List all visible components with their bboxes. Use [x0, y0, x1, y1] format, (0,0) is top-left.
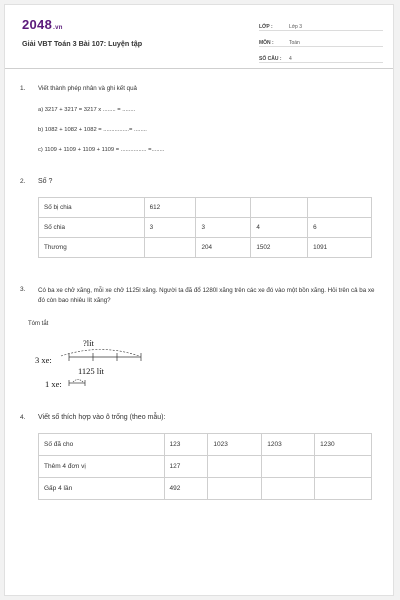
table-cell: Số chia [39, 218, 145, 238]
table-cell: 1091 [308, 238, 372, 258]
header-divider [5, 68, 393, 69]
table-cell[interactable] [308, 198, 372, 218]
table-cell[interactable] [251, 198, 308, 218]
table-row [39, 478, 372, 500]
bar-diagram [35, 337, 155, 389]
table-cell: 1502 [251, 238, 308, 258]
table-cell: 123 [164, 434, 208, 456]
question-text: Có ba xe chở xăng, mỗi xe chở 1125l xăng. Người ta đã đổ 1280l xăng trên các xe đó vào một bồn xăng. Hỏi trên cả ba xe đó còn bao nhiêu lít xăng? [38, 287, 375, 304]
meta-value: Toán [289, 40, 300, 46]
diagram-small-brace [73, 380, 83, 383]
question-text: Viết số thích hợp vào ô trống (theo mẫu): [38, 414, 166, 421]
table-cell: 492 [164, 478, 208, 500]
meta-label: SỐ CÂU : [259, 56, 282, 62]
table-cell[interactable] [208, 478, 262, 500]
question-text: Viết thành phép nhân và ghi kết quả [38, 85, 137, 92]
meta-info [259, 19, 383, 67]
table-cell[interactable] [196, 198, 251, 218]
question-number: 2. [20, 178, 26, 185]
question-number: 4. [20, 414, 26, 421]
table-cell[interactable] [262, 456, 315, 478]
table-row [39, 238, 372, 258]
page-title: Giải VBT Toán 3 Bài 107: Luyện tập [22, 39, 143, 48]
table-cell: 1203 [262, 434, 315, 456]
meta-row-class [259, 19, 383, 31]
table-cell: Thêm 4 đơn vị [39, 456, 165, 478]
table-cell: 127 [164, 456, 208, 478]
exercise-line-c: c) 1109 + 1109 + 1109 + 1109 = ................ =........ [38, 147, 165, 153]
table-row [39, 198, 372, 218]
site-logo[interactable] [22, 17, 63, 32]
diagram-amount-label: 1125 lít [78, 366, 104, 376]
table-cell[interactable] [208, 456, 262, 478]
table-cell: Gấp 4 lần [39, 478, 165, 500]
table-cell: Thương [39, 238, 145, 258]
table-cell[interactable] [262, 478, 315, 500]
exercise-line-b: b) 1082 + 1082 + 1082 = ................= ........ [38, 127, 147, 133]
meta-label: LỚP : [259, 24, 273, 30]
meta-value: Lớp 3 [289, 24, 303, 30]
table-cell[interactable] [144, 238, 196, 258]
logo-sub: .vn [53, 25, 63, 31]
table-cell[interactable] [315, 456, 372, 478]
table-cell: 3 [144, 218, 196, 238]
table-cell: 4 [251, 218, 308, 238]
table-cell: 204 [196, 238, 251, 258]
meta-row-count [259, 51, 383, 63]
worksheet-page [4, 4, 394, 596]
table-cell: 612 [144, 198, 196, 218]
question-number: 1. [20, 85, 26, 92]
diagram-label-one: 1 xe: [45, 379, 62, 389]
exercise-line-a: a) 3217 + 3217 = 3217 x ........ = ........ [38, 107, 136, 113]
diagram-question-label: ?lít [83, 338, 94, 348]
question-text: Số ? [38, 178, 53, 185]
table-row [39, 456, 372, 478]
table-cell[interactable] [315, 478, 372, 500]
meta-label: MÔN : [259, 40, 274, 46]
meta-value: 4 [289, 56, 292, 62]
table-cell: 1023 [208, 434, 262, 456]
table-cell: Số bị chia [39, 198, 145, 218]
header [5, 5, 393, 67]
division-table [38, 197, 372, 258]
question-number: 3. [20, 286, 26, 293]
table-cell: Số đã cho [39, 434, 165, 456]
logo-main: 2048 [22, 17, 53, 32]
meta-row-subject [259, 35, 383, 47]
diagram-label-three: 3 xe: [35, 355, 52, 365]
table-row [39, 218, 372, 238]
summary-label: Tóm tắt [28, 321, 49, 327]
table-cell: 6 [308, 218, 372, 238]
table-cell: 1230 [315, 434, 372, 456]
numbers-table [38, 433, 372, 500]
table-row [39, 434, 372, 456]
diagram-question-brace [61, 350, 139, 357]
table-cell: 3 [196, 218, 251, 238]
